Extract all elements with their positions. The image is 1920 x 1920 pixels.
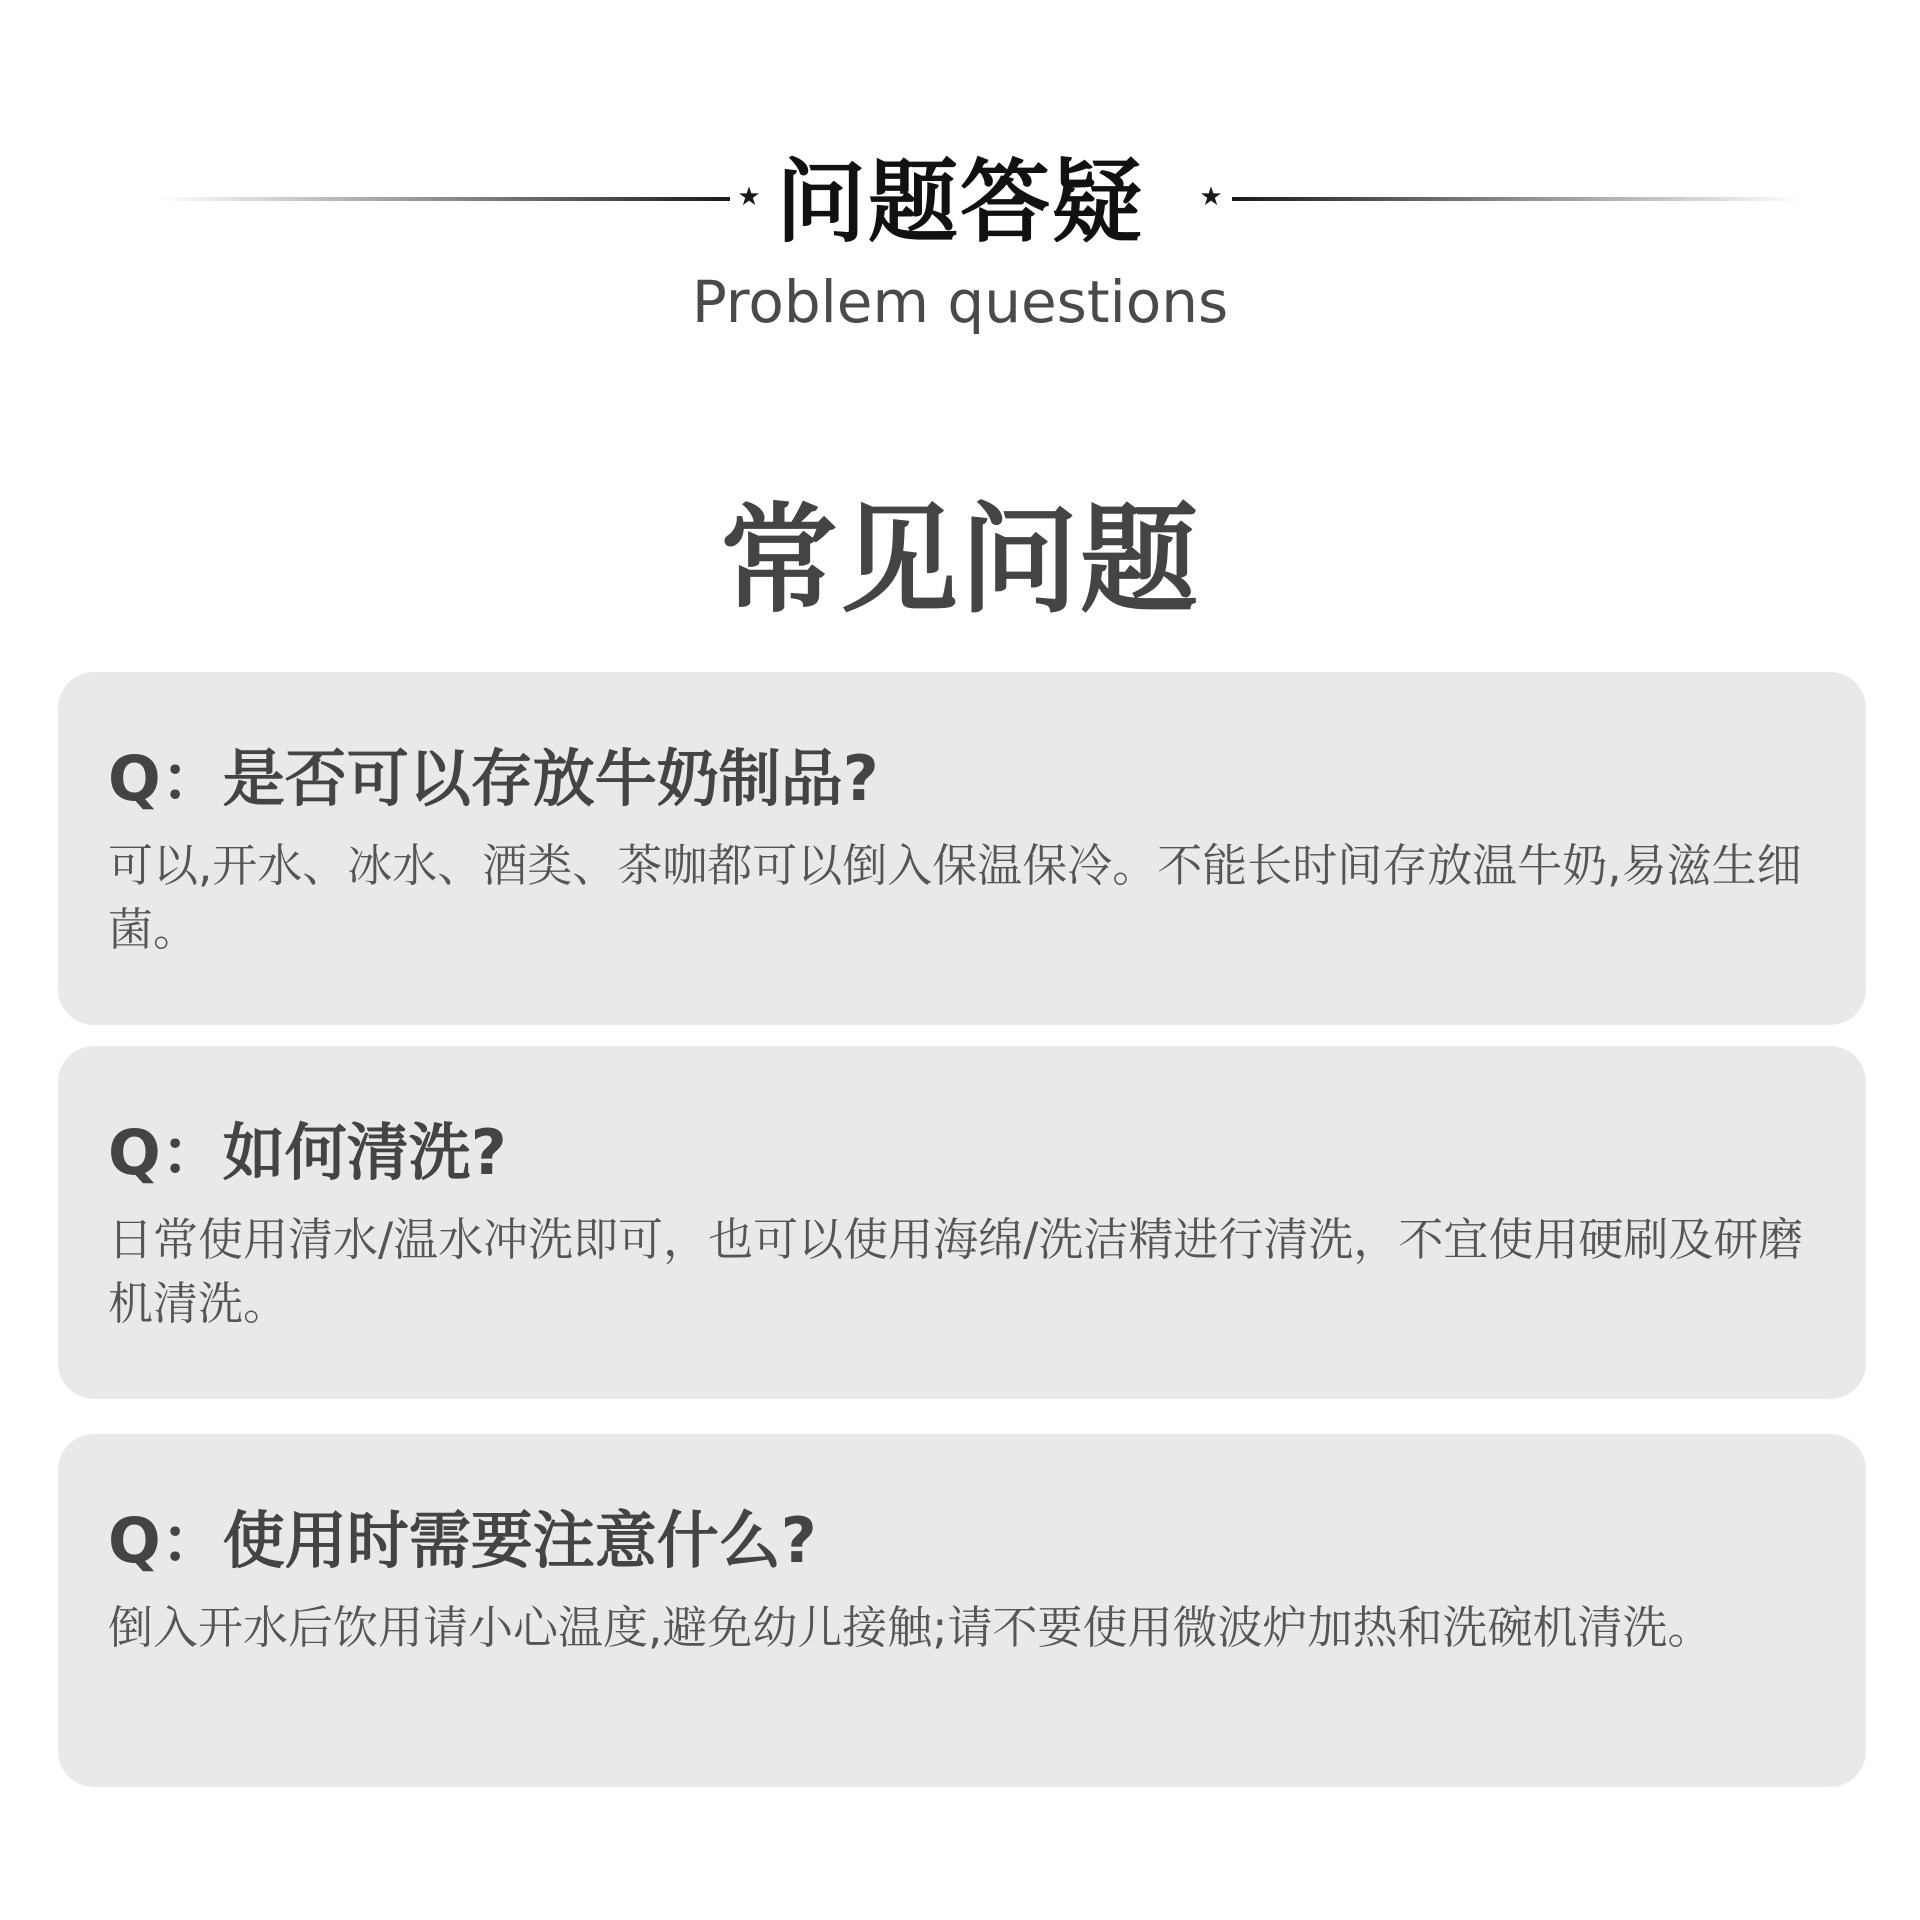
- page-subtitle: Problem questions: [691, 268, 1229, 336]
- header: [0, 0, 1920, 380]
- faq-card: [58, 1046, 1866, 1399]
- faq-card: [58, 1434, 1866, 1787]
- faq-answer: 日常使用清水/温水冲洗即可，也可以使用海绵/洗洁精进行清洗，不宜使用硬刷及研磨机清洗。: [108, 1213, 1804, 1330]
- faq-question: Q：是否可以存放牛奶制品?: [108, 742, 879, 815]
- star-icon: ★: [1199, 182, 1223, 212]
- decorative-rule-right: [1232, 197, 1802, 201]
- page-title: 问题答疑: [776, 150, 1144, 255]
- faq-answer: 可以,开水、冰水、酒类、茶咖都可以倒入保温保冷。不能长时间存放温牛奶,易滋生细菌。: [108, 839, 1802, 956]
- faq-question: Q：使用时需要注意什么?: [108, 1504, 817, 1577]
- faq-answer: 倒入开水后饮用请小心温度,避免幼儿接触;请不要使用微波炉加热和洗碗机清洗。: [108, 1601, 1713, 1654]
- faq-card: [58, 672, 1866, 1025]
- decorative-rule-left: [160, 197, 730, 201]
- faq-question: Q：如何清洗?: [108, 1116, 507, 1189]
- star-icon: ★: [737, 182, 761, 212]
- section-title: 常见问题: [719, 491, 1200, 629]
